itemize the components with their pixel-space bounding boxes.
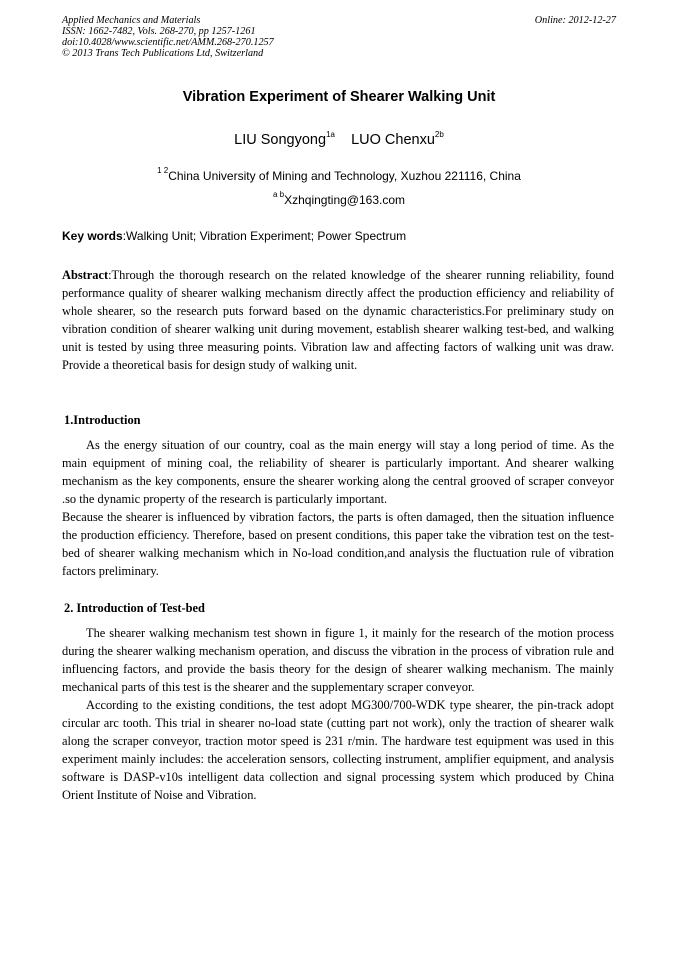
email-text: Xzhqingting@163.com: [284, 193, 406, 207]
section-2-body: [62, 624, 614, 804]
keywords: [62, 229, 616, 243]
section-2-heading: 2. Introduction of Test-bed: [64, 601, 205, 615]
section-2-paragraph-2: According to the existing conditions, the test adopt MG300/700-WDK type shearer, the pin-track adopt circular arc tooth. This trial in shearer no-load state (cutting part not work), only the traction of shearer walk along the scraper conveyor, traction motor speed is 231 r/min. The hardware test equipment was used in this experiment mainly includes: the acceleration sensors, collecting instrument, amplifier equipment, and analysis software is DASP-v10s intelligent data collection and signal processing system which produced by China Orient Institute of Noise and Vibration.: [62, 698, 614, 802]
journal-name: Applied Mechanics and Materials: [62, 15, 201, 26]
section-1-heading: 1.Introduction: [64, 413, 141, 427]
keywords-text: :Walking Unit; Vibration Experiment; Power Spectrum: [122, 229, 407, 243]
email: [0, 190, 678, 207]
affiliation-text: China University of Mining and Technology, Xuzhou 221116, China: [168, 169, 521, 183]
email-superscript: a b: [272, 190, 285, 199]
keywords-label: Key words: [62, 229, 123, 243]
online-date: Online: 2012-12-27: [534, 15, 616, 26]
section-1-body: [62, 436, 614, 580]
author-1-superscript: 1a: [326, 130, 335, 139]
section-1-paragraph-1: As the energy situation of our country, coal as the main energy will stay a long period of time. As the main equipment of mining coal, the reliability of shearer is particularly important. And shearer walking mechanism as the key components, ensure the shearer working along the central grooved of scraper conveyor .so the dynamic property of the research is particularly important.: [62, 438, 614, 506]
affiliation: [0, 166, 678, 183]
section-1-paragraph-2: Because the shearer is influenced by vibration factors, the parts is often damaged, then the situation influence the production efficiency. Therefore, based on present conditions, this paper take the vibration test on the test-bed of shearer walking mechanism which in No-load condition,and analysis the fluctuation rule of vibration factors preliminary.: [62, 510, 614, 578]
doi-line: doi:10.4028/www.scientific.net/AMM.268-270.1257: [62, 37, 274, 48]
author-1: LIU Songyong: [234, 132, 327, 148]
abstract-text: :Through the thorough research on the related knowledge of the shearer running reliability, found performance quality of shearer walking mechanism directly affect the production efficiency and reliability of whole shearer, so the research puts forward based on the dynamic characteristics.For preliminary study on vibration condition of shearer walking unit during movement, establish shearer walking test-bed, and walking unit is tested by using three measuring points. Vibration law and affecting factors of walking unit was draw. Provide a theoretical basis for design study of walking unit.: [62, 268, 614, 372]
author-2-superscript: 2b: [434, 130, 444, 139]
journal-header: [62, 15, 274, 59]
abstract: [62, 266, 614, 374]
section-2-paragraph-1: The shearer walking mechanism test shown in figure 1, it mainly for the research of the motion process during the shearer walking mechanism operation, and discuss the vibration in the process of vibration rule and influencing factors, and provide the basis theory for the design of shearer walking mechanism. The mainly mechanical parts of this test is the shearer and the supplementary scraper conveyor.: [62, 626, 614, 694]
abstract-label: Abstract: [62, 268, 109, 282]
paper-title: Vibration Experiment of Shearer Walking Unit: [182, 89, 496, 105]
copyright-line: © 2013 Trans Tech Publications Ltd, Switzerland: [62, 48, 264, 59]
author-2: LUO Chenxu: [351, 132, 435, 148]
issn-line: ISSN: 1662-7482, Vols. 268-270, pp 1257-1261: [62, 26, 256, 37]
author-line: [0, 130, 678, 148]
affiliation-superscript: 1 2: [157, 166, 169, 175]
